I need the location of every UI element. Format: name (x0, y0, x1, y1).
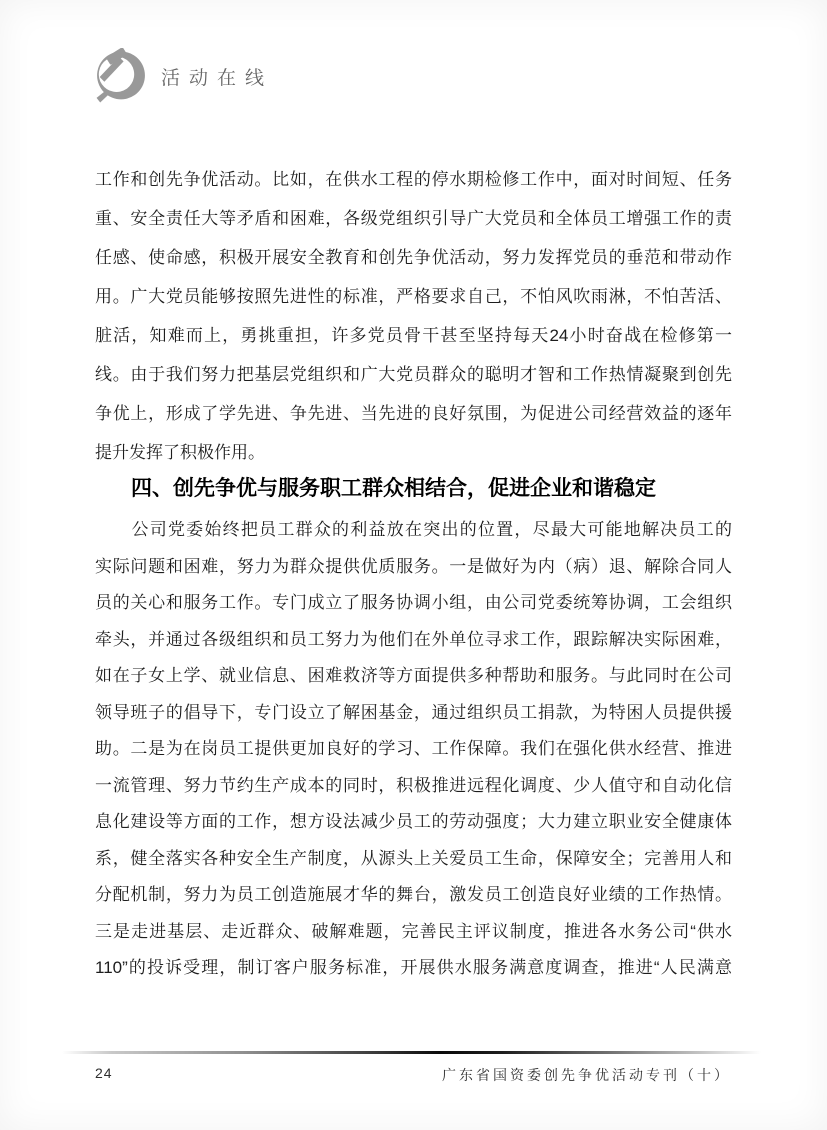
text-line: 提升发挥了积极作用。 (95, 443, 265, 462)
text-line: 息化建设等方面的工作，想方设法减少员工的劳动强度；大力建立职业安全健康体 (95, 812, 732, 831)
text-line: 脏活，知难而上，勇挑重担，许多党员骨干甚至坚持每天24小时奋战在检修第一 (95, 326, 732, 345)
text-line: 系，健全落实各种安全生产制度，从源头上关爱员工生命，保障安全；完善用人和 (95, 848, 732, 868)
text-line: 线。由于我们努力把基层党组织和广大党员群众的聪明才智和工作热情凝聚到创先 (95, 365, 732, 384)
text-line: 牵头，并通过各级组织和员工努力为他们在外单位寻求工作，跟踪解决实际困难， (95, 629, 732, 649)
footer-page-number: 24 (95, 1065, 113, 1081)
article-body (95, 160, 732, 987)
text-line: 用。广大党员能够按照先进性的标准，严格要求自己，不怕风吹雨淋，不怕苦活、 (95, 287, 732, 306)
text-line: 助。二是为在岗员工提供更加良好的学习、工作保障。我们在强化供水经营、推进 (95, 739, 732, 758)
page-header (95, 46, 273, 106)
footer-rule (62, 1051, 761, 1054)
party-emblem-icon (95, 48, 147, 105)
header-title: 活动在线 (161, 67, 274, 89)
text-line: 任感、使命感，积极开展安全教育和创先争优活动，努力发挥党员的垂范和带动作 (95, 248, 732, 267)
text-line: 110”的投诉受理，制订客户服务标准，开展供水服务满意度调查，推进“人民满意 (95, 958, 732, 977)
text-line: 争优上，形成了学先进、争先进、当先进的良好氛围，为促进公司经营效益的逐年 (95, 404, 732, 423)
text-line: 实际问题和困难，努力为群众提供优质服务。一是做好为内（病）退、解除合同人 (95, 556, 732, 576)
paragraph (95, 512, 732, 987)
text-line: 一流管理、努力节约生产成本的同时，积极推进远程化调度、少人值守和自动化信 (95, 775, 732, 795)
section-heading: 四、创先争优与服务职工群众相结合，促进企业和谐稳定 (131, 477, 656, 500)
text-line: 三是走进基层、走近群众、破解难题，完善民主评议制度，推进各水务公司“供水 (95, 921, 732, 941)
text-line: 领导班子的倡导下，专门设立了解困基金，通过组织员工捐款，为特困人员提供援 (95, 702, 732, 722)
paragraph (95, 160, 732, 472)
text-line: 分配机制，努力为员工创造施展才华的舞台，激发员工创造良好业绩的工作热情。 (95, 885, 732, 904)
footer-journal-title: 广东省国资委创先争优活动专刊（十） (442, 1067, 731, 1083)
text-line: 重、安全责任大等矛盾和困难，各级党组织引导广大党员和全体员工增强工作的责 (95, 209, 732, 228)
text-line: 员的关心和服务工作。专门成立了服务协调小组，由公司党委统筹协调，工会组织 (95, 593, 732, 612)
text-line: 工作和创先争优活动。比如，在供水工程的停水期检修工作中，面对时间短、任务 (95, 170, 732, 189)
text-line: 公司党委始终把员工群众的利益放在突出的位置，尽最大可能地解决员工的 (95, 520, 732, 539)
text-line: 如在子女上学、就业信息、困难救济等方面提供多种帮助和服务。与此同时在公司 (95, 666, 732, 685)
